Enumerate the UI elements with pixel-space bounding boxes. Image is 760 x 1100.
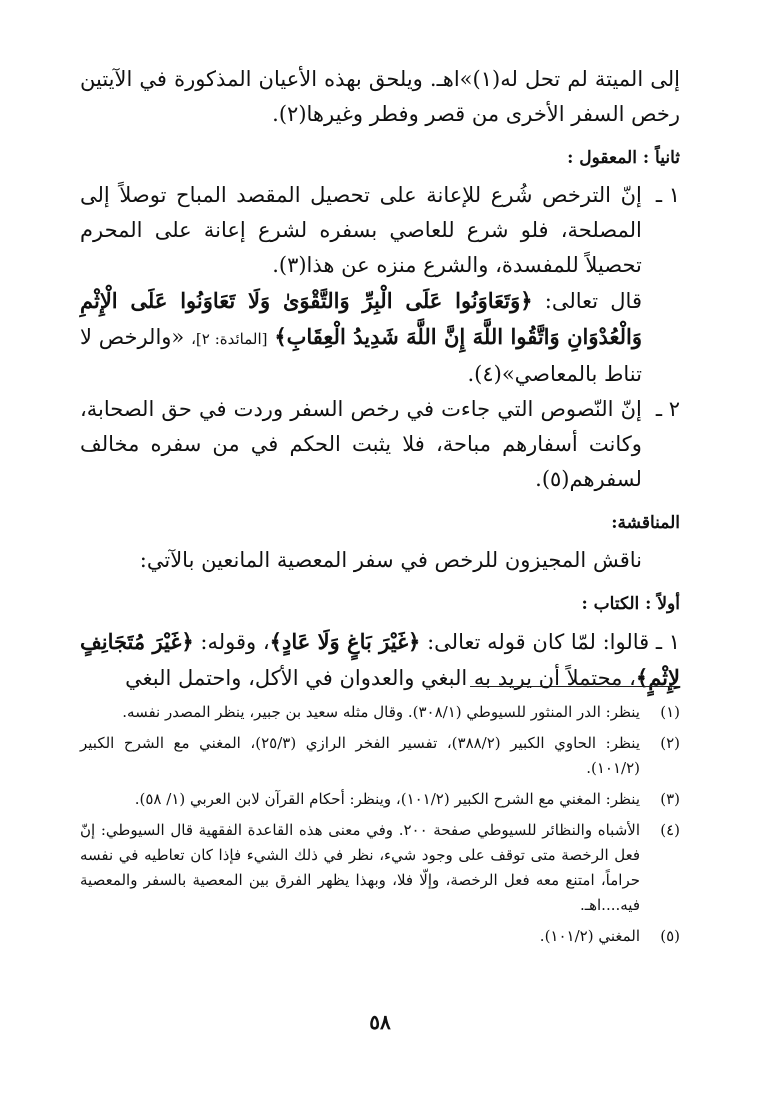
- list-item-1: [80, 178, 680, 283]
- quote-intro: قال تعالى:: [544, 289, 642, 313]
- footnote-5: [80, 924, 680, 949]
- page-number: ٥٨: [369, 1010, 391, 1034]
- footnote-text: المغني (١٠١/٢).: [539, 927, 640, 945]
- heading-second-reason: ثانياً : المعقول :: [567, 148, 680, 168]
- heading-first-book: أولاً : الكتاب :: [581, 594, 680, 614]
- list-item-2: [80, 392, 680, 497]
- footnote-1: [80, 700, 680, 725]
- footnote-text: ينظر: المغني مع الشرح الكبير (١٠١/٢)، وينظر: أحكام القرآن لابن العربي (١/ ٥٨).: [134, 790, 640, 808]
- list-number: ٢ ـ: [655, 397, 680, 421]
- footnote-number: (٢): [660, 734, 680, 752]
- quran-quote-paragraph: [80, 283, 680, 392]
- footnotes: [80, 700, 680, 955]
- footnote-divider: [470, 686, 680, 687]
- argument-start: ١ ـ قالوا: لمّا كان قوله تعالى:: [427, 630, 681, 654]
- argument-mid: ، وقوله:: [200, 630, 270, 654]
- paragraph-intro: إلى الميتة لم تحل له(١)»اهـ. ويلحق بهذه الأعيان المذكورة في الآيتين رخص السفر الأخرى من قصر وفطر وغيرها(٢).: [80, 67, 680, 126]
- footnote-3: [80, 787, 680, 812]
- quran-verse: ﴿وَتَعَاوَنُوا عَلَى الْبِرِّ وَالتَّقْوَىٰ وَلَا تَعَاوَنُوا عَلَى الْإِثْمِ وَالْعُدْوَانِ وَاتَّقُوا اللَّهَ إِنَّ اللَّهَ شَدِيدُ الْعِقَابِ﴾: [80, 288, 643, 349]
- list-number: ١ ـ: [655, 183, 680, 207]
- footnote-text: ينظر: الحاوي الكبير (٣٨٨/٢)، تفسير الفخر الرازي (٢٥/٣)، المغني مع الشرح الكبير (١٠١/٢).: [80, 734, 641, 777]
- quote-rest: «والرخص لا تناط بالمعاصي»(٤).: [80, 325, 642, 386]
- list-item-text: إنّ الترخص شُرع للإعانة على تحصيل المقصد المباح توصلاً إلى المصلحة، فلو شرع للعاصي بسفره لشرع إعانة على المحرم تحصيلاً للمفسدة، والشرع منزه عن هذا(٣).: [80, 183, 642, 277]
- footnote-text: ينظر: الدر المنثور للسيوطي (٣٠٨/١). وقال مثله سعيد بن جبير، ينظر المصدر نفسه.: [122, 703, 640, 721]
- main-text: [80, 62, 680, 696]
- quran-verse-a: ﴿غَيْرَ بَاغٍ وَلَا عَادٍ﴾: [269, 629, 421, 654]
- footnote-number: (٥): [660, 927, 680, 945]
- quran-verse-b: ﴿غَيْرَ مُتَجَانِفٍ لِإِثْمٍ﴾: [80, 629, 680, 690]
- footnote-2: [80, 731, 680, 781]
- footnote-text: الأشباه والنظائر للسيوطي صفحة ٢٠٠. وفي معنى هذه القاعدة الفقهية قال السيوطي: إنّ فعل الرخصة متى توقف على وجود شيء، نظر في ذلك الشيء فإذا كان تعاطيه في نفسه حراماً، امتنع معه فعل الرخصة، وإلّا فلا، وبهذا يظهر الفرق بين المعصية بالسفر والمعصية فيه....اهـ.: [80, 821, 640, 914]
- footnote-number: (١): [660, 703, 680, 721]
- footnote-number: (٤): [660, 821, 680, 839]
- footnote-4: [80, 818, 680, 918]
- list-item-text: إنّ النّصوص التي جاءت في رخص السفر وردت في حق الصحابة، وكانت أسفارهم مباحة، فلا يثبت الحكم في من سفره مخالف لسفرهم(٥).: [80, 397, 642, 491]
- discussion-intro: ناقش المجيزون للرخص في سفر المعصية المانعين بالآتي:: [139, 548, 642, 572]
- footnote-number: (٣): [660, 790, 680, 808]
- verse-reference: [المائدة: ٢]،: [191, 330, 268, 348]
- argument-end: ، محتملاً أن يريد به البغي والعدوان في الأكل، واحتمل البغي: [125, 666, 636, 690]
- heading-discussion: المناقشة:: [611, 513, 680, 533]
